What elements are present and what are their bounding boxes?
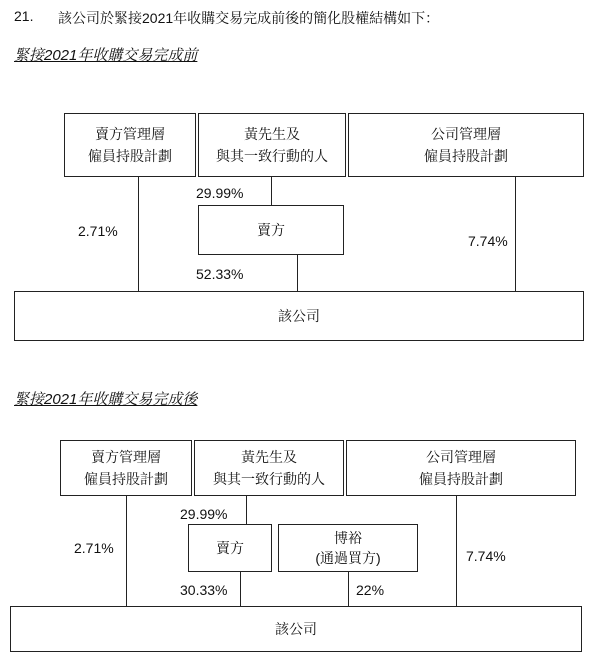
before-pct-seller-company: 52.33%	[196, 266, 244, 282]
after-section-title: 緊接2021年收購交易完成後	[14, 391, 198, 408]
after-seller-box	[188, 524, 272, 572]
after-company-label: 該公司	[275, 621, 317, 637]
after-connector-seller-company	[240, 572, 241, 606]
after-pct-seller-mgmt: 2.71%	[74, 540, 114, 556]
before-company-label: 該公司	[278, 308, 320, 324]
after-company-mgmt-line1: 公司管理層	[426, 449, 496, 465]
before-seller-box	[198, 205, 344, 255]
after-company-mgmt-line2: 僱員持股計劃	[419, 471, 503, 487]
before-pct-company-mgmt: 7.74%	[468, 233, 508, 249]
after-seller-mgmt-box	[60, 440, 192, 496]
before-pct-seller-mgmt: 2.71%	[78, 223, 118, 239]
before-pct-huang-seller: 29.99%	[196, 185, 244, 201]
after-pct-boyu-company: 22%	[356, 582, 385, 598]
after-seller-mgmt-line2: 僱員持股計劃	[84, 471, 168, 487]
before-mr-huang-line2: 與其一致行動的人	[216, 148, 328, 164]
before-company-mgmt-box	[348, 113, 584, 177]
before-connector-seller-mgmt	[138, 177, 139, 291]
before-connector-seller-company	[297, 255, 298, 291]
after-mr-huang-line2: 與其一致行動的人	[213, 471, 325, 487]
before-mr-huang-line1: 黃先生及	[244, 126, 300, 142]
after-connector-huang-seller	[246, 496, 247, 524]
before-company-box	[14, 291, 584, 341]
before-seller-label: 賣方	[257, 222, 285, 238]
after-boyu-box	[278, 524, 418, 572]
after-seller-mgmt-line1: 賣方管理層	[91, 449, 161, 465]
intro-text: 該公司於緊接2021年收購交易完成前後的簡化股權結構如下：	[58, 10, 440, 26]
before-seller-mgmt-box	[64, 113, 196, 177]
before-company-mgmt-line2: 僱員持股計劃	[424, 148, 508, 164]
before-connector-company-mgmt	[515, 177, 516, 291]
before-seller-mgmt-line1: 賣方管理層	[95, 126, 165, 142]
after-pct-company-mgmt: 7.74%	[466, 548, 506, 564]
paragraph-number: 21.	[14, 8, 34, 24]
before-company-mgmt-line1: 公司管理層	[431, 126, 501, 142]
after-mr-huang-line1: 黃先生及	[241, 449, 297, 465]
after-pct-huang-seller: 29.99%	[180, 506, 228, 522]
after-boyu-line2: (通過買方)	[315, 550, 381, 566]
after-company-mgmt-box	[346, 440, 576, 496]
before-connector-huang-seller	[271, 177, 272, 205]
after-connector-boyu-company	[348, 572, 349, 606]
before-seller-mgmt-line2: 僱員持股計劃	[88, 148, 172, 164]
before-section-title: 緊接2021年收購交易完成前	[14, 47, 198, 64]
after-pct-seller-company: 30.33%	[180, 582, 228, 598]
after-mr-huang-box	[194, 440, 344, 496]
after-connector-company-mgmt	[456, 496, 457, 606]
after-boyu-line1: 博裕	[334, 530, 362, 546]
after-seller-label: 賣方	[216, 540, 244, 556]
after-company-box	[10, 606, 582, 652]
after-connector-seller-mgmt	[126, 496, 127, 606]
before-mr-huang-box	[198, 113, 346, 177]
